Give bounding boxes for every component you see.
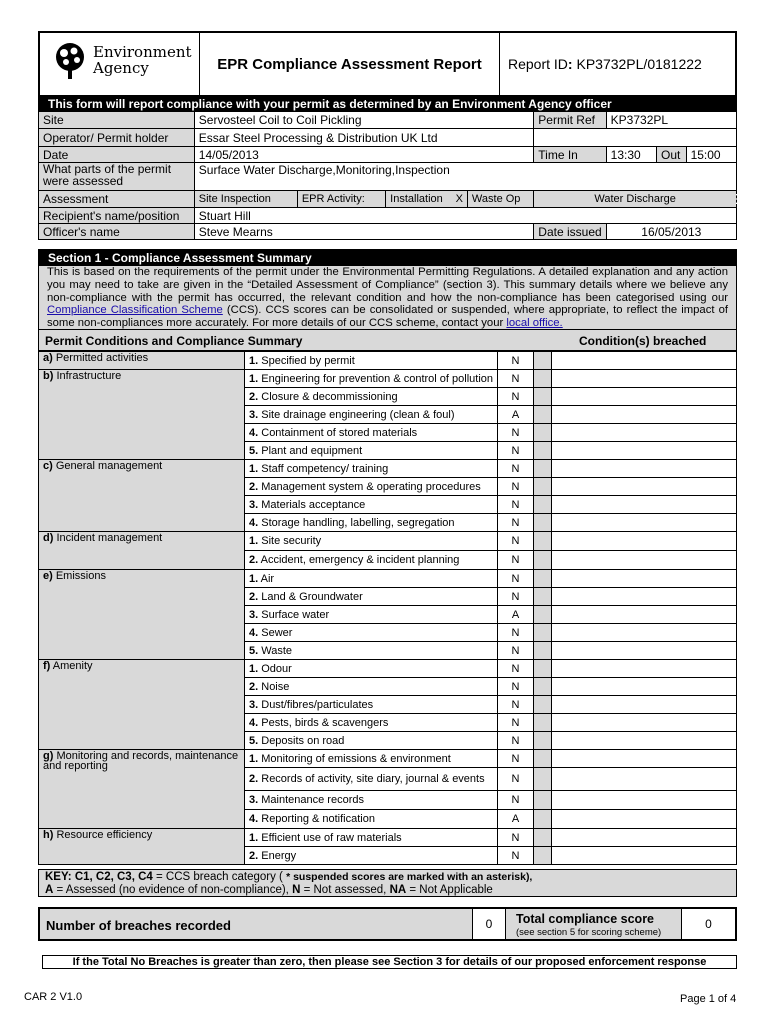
condition-item: 4. Pests, birds & scavengers: [245, 714, 498, 732]
parts-value: Surface Water Discharge,Monitoring,Inspection: [194, 163, 736, 191]
condition-breached-cell[interactable]: [552, 714, 737, 732]
separator-cell: [534, 570, 552, 588]
separator-cell: [534, 642, 552, 660]
condition-item: 1. Engineering for prevention & control of pollution: [245, 370, 498, 388]
condition-item: 2. Land & Groundwater: [245, 588, 498, 606]
recipient-label: Recipient's name/position: [39, 208, 195, 224]
condition-item: 3. Site drainage engineering (clean & foul): [245, 406, 498, 424]
logo-line2: Agency: [93, 59, 149, 77]
condition-item: 1. Specified by permit: [245, 352, 498, 370]
separator-cell: [534, 768, 552, 791]
condition-status: N: [498, 460, 534, 478]
site-value: Servosteel Coil to Coil Pickling: [194, 112, 534, 129]
condition-status: N: [498, 678, 534, 696]
condition-breached-cell[interactable]: [552, 660, 737, 678]
officer-value: Steve Mearns: [194, 224, 534, 240]
condition-status: N: [498, 696, 534, 714]
condition-status: A: [498, 406, 534, 424]
permit-ref-label: Permit Ref: [534, 112, 606, 129]
recipient-value: Stuart Hill: [194, 208, 736, 224]
time-out-value: 15:00: [686, 147, 736, 163]
report-header: [38, 31, 737, 97]
report-title: EPR Compliance Assessment Report: [200, 33, 500, 95]
condition-status: N: [498, 768, 534, 791]
category-cell: g) Monitoring and records, maintenance and reporting: [39, 750, 245, 829]
separator-cell: [534, 496, 552, 514]
separator-cell: [534, 624, 552, 642]
condition-status: N: [498, 478, 534, 496]
parts-label: What parts of the permit were assessed: [39, 163, 195, 191]
condition-breached-cell[interactable]: [552, 551, 737, 570]
condition-breached-cell[interactable]: [552, 642, 737, 660]
condition-item: 2. Noise: [245, 678, 498, 696]
condition-item: 3. Materials acceptance: [245, 496, 498, 514]
condition-item: 1. Site security: [245, 532, 498, 551]
intro-bar: This form will report compliance with your permit as determined by an Environment Agency officer: [38, 97, 737, 111]
condition-status: N: [498, 732, 534, 750]
separator-cell: [534, 551, 552, 570]
separator-cell: [534, 714, 552, 732]
condition-item: 1. Efficient use of raw materials: [245, 829, 498, 847]
page-number: Page 1 of 4: [680, 993, 737, 1005]
separator-cell: [534, 352, 552, 370]
condition-status: N: [498, 750, 534, 768]
site-label: Site: [39, 112, 195, 129]
condition-breached-cell[interactable]: [552, 678, 737, 696]
logo-line1: Environment: [93, 43, 192, 61]
breaches-label: Number of breaches recorded: [46, 918, 231, 933]
condition-status: N: [498, 442, 534, 460]
total-score-value: 0: [681, 909, 735, 939]
officer-label: Officer's name: [39, 224, 195, 240]
conditions-grid: [38, 351, 737, 865]
condition-breached-cell[interactable]: [552, 406, 737, 424]
condition-breached-cell[interactable]: [552, 847, 737, 865]
separator-cell: [534, 660, 552, 678]
enforcement-notice: If the Total No Breaches is greater than zero, then please see Section 3 for details of our proposed enforcement response: [42, 955, 737, 969]
form-version: CAR 2 V1.0: [24, 991, 83, 1003]
epr-activity-label: EPR Activity:: [297, 191, 385, 208]
waste-op-checkbox[interactable]: Waste Op: [467, 191, 533, 208]
condition-item: 1. Monitoring of emissions & environment: [245, 750, 498, 768]
condition-status: N: [498, 551, 534, 570]
time-in-label: Time In: [534, 147, 606, 163]
date-issued-value: 16/05/2013: [606, 224, 736, 240]
installation-checkbox[interactable]: Installation X: [386, 191, 468, 208]
condition-item: 3. Maintenance records: [245, 791, 498, 810]
separator-cell: [534, 388, 552, 406]
condition-breached-cell[interactable]: [552, 514, 737, 532]
report-id-value: KP3732PL/0181222: [576, 56, 702, 72]
condition-status: N: [498, 588, 534, 606]
condition-status: N: [498, 388, 534, 406]
condition-breached-cell[interactable]: [552, 388, 737, 406]
separator-cell: [534, 810, 552, 829]
condition-item: 5. Waste: [245, 642, 498, 660]
condition-item: 5. Plant and equipment: [245, 442, 498, 460]
permit-ref-value: KP3732PL: [606, 112, 736, 129]
condition-breached-cell[interactable]: [552, 829, 737, 847]
condition-item: 1. Air: [245, 570, 498, 588]
ccs-link[interactable]: Compliance Classification Scheme: [47, 304, 223, 317]
condition-item: 2. Energy: [245, 847, 498, 865]
condition-status: N: [498, 714, 534, 732]
condition-status: N: [498, 624, 534, 642]
local-office-link[interactable]: local office.: [506, 317, 563, 330]
condition-item: 3. Surface water: [245, 606, 498, 624]
condition-breached-cell[interactable]: [552, 624, 737, 642]
condition-status: N: [498, 514, 534, 532]
tree-logo-icon: [52, 41, 88, 81]
condition-breached-cell[interactable]: [552, 442, 737, 460]
separator-cell: [534, 514, 552, 532]
separator-cell: [534, 829, 552, 847]
condition-breached-cell[interactable]: [552, 588, 737, 606]
water-discharge-checkbox[interactable]: Water Discharge: [534, 191, 737, 208]
separator-cell: [534, 424, 552, 442]
time-in-value: 13:30: [606, 147, 656, 163]
out-label: Out: [657, 147, 687, 163]
separator-cell: [534, 750, 552, 768]
condition-breached-cell[interactable]: [552, 696, 737, 714]
category-cell: b) Infrastructure: [39, 370, 245, 460]
category-cell: c) General management: [39, 460, 245, 532]
condition-status: N: [498, 570, 534, 588]
date-issued-label: Date issued: [534, 224, 606, 240]
separator-cell: [534, 791, 552, 810]
separator-cell: [534, 370, 552, 388]
category-cell: e) Emissions: [39, 570, 245, 660]
permit-conditions-heading: Permit Conditions and Compliance Summary: [45, 334, 303, 348]
condition-status: N: [498, 496, 534, 514]
category-cell: d) Incident management: [39, 532, 245, 570]
section1-title: Section 1 - Compliance Assessment Summary: [38, 249, 737, 266]
condition-status: A: [498, 606, 534, 624]
condition-breached-cell[interactable]: [552, 370, 737, 388]
key-legend: KEY: C1, C2, C3, C4 = CCS breach category ( * suspended scores are marked with an asterisk), A = Assessed (no evidence of non-compliance), N = Not assessed, NA = Not Applicable: [38, 869, 737, 897]
total-score-sub: (see section 5 for scoring scheme): [516, 927, 662, 938]
condition-status: N: [498, 532, 534, 551]
condition-item: 4. Sewer: [245, 624, 498, 642]
condition-item: 1. Odour: [245, 660, 498, 678]
condition-breached-cell[interactable]: [552, 570, 737, 588]
condition-breached-cell[interactable]: [552, 810, 737, 829]
section1-text: This is based on the requirements of the permit under the Environmental Permitting Regulations. A detailed explanation and any action you may need to take are given in the “Detailed Assessment of Compliance” (section 3). This summary details where we believe any non-compliance with the permit has occurred, the relevant condition and how the non-compliance has been categorised using our Compliance Classification Scheme (CCS). CCS scores can be consolidated or suspended, where appropriate, to reflect the impact of some non-compliances more accurately. For more details of our CCS scheme, contact your local office.: [38, 266, 737, 329]
conditions-breached-heading: Condition(s) breached: [579, 334, 707, 348]
separator-cell: [534, 406, 552, 424]
assessment-label: Assessment: [39, 191, 195, 208]
condition-breached-cell[interactable]: [552, 606, 737, 624]
installation-mark: X: [455, 193, 463, 205]
breaches-value: 0: [472, 909, 506, 939]
separator-cell: [534, 606, 552, 624]
category-cell: h) Resource efficiency: [39, 829, 245, 865]
condition-item: 2. Closure & decommissioning: [245, 388, 498, 406]
condition-item: 2. Records of activity, site diary, journal & events: [245, 768, 498, 791]
condition-status: N: [498, 847, 534, 865]
report-id: Report ID : KP3732PL/0181222: [508, 56, 702, 72]
condition-status: N: [498, 424, 534, 442]
info-table: [38, 111, 737, 240]
condition-breached-cell[interactable]: [552, 791, 737, 810]
category-cell: f) Amenity: [39, 660, 245, 750]
condition-status: N: [498, 829, 534, 847]
condition-item: 4. Containment of stored materials: [245, 424, 498, 442]
score-box: [38, 907, 737, 941]
operator-value: Essar Steel Processing & Distribution UK Ltd: [194, 129, 534, 147]
separator-cell: [534, 442, 552, 460]
separator-cell: [534, 696, 552, 714]
conditions-heading-row: [38, 329, 737, 351]
condition-status: N: [498, 660, 534, 678]
condition-status: A: [498, 810, 534, 829]
separator-cell: [534, 532, 552, 551]
separator-cell: [534, 732, 552, 750]
separator-cell: [534, 678, 552, 696]
date-value: 14/05/2013: [194, 147, 534, 163]
condition-breached-cell[interactable]: [552, 750, 737, 768]
separator-cell: [534, 847, 552, 865]
total-score-label: Total compliance score: [516, 912, 655, 926]
category-cell: a) Permitted activities: [39, 352, 245, 370]
condition-status: N: [498, 791, 534, 810]
condition-status: N: [498, 352, 534, 370]
condition-breached-cell[interactable]: [552, 352, 737, 370]
condition-item: 4. Reporting & notification: [245, 810, 498, 829]
condition-item: 5. Deposits on road: [245, 732, 498, 750]
condition-item: 2. Management system & operating procedures: [245, 478, 498, 496]
condition-item: 2. Accident, emergency & incident planning: [245, 551, 498, 570]
operator-label: Operator/ Permit holder: [39, 129, 195, 147]
condition-item: 4. Storage handling, labelling, segregation: [245, 514, 498, 532]
condition-breached-cell[interactable]: [552, 478, 737, 496]
separator-cell: [534, 588, 552, 606]
separator-cell: [534, 478, 552, 496]
condition-breached-cell[interactable]: [552, 496, 737, 514]
separator-cell: [534, 460, 552, 478]
condition-item: 1. Staff competency/ training: [245, 460, 498, 478]
condition-status: N: [498, 370, 534, 388]
condition-status: N: [498, 642, 534, 660]
condition-breached-cell[interactable]: [552, 768, 737, 791]
date-label: Date: [39, 147, 195, 163]
condition-breached-cell[interactable]: [552, 732, 737, 750]
agency-logo: [40, 33, 200, 95]
condition-breached-cell[interactable]: [552, 532, 737, 551]
condition-breached-cell[interactable]: [552, 460, 737, 478]
condition-breached-cell[interactable]: [552, 424, 737, 442]
condition-item: 3. Dust/fibres/particulates: [245, 696, 498, 714]
assessment-type: Site Inspection: [194, 191, 297, 208]
